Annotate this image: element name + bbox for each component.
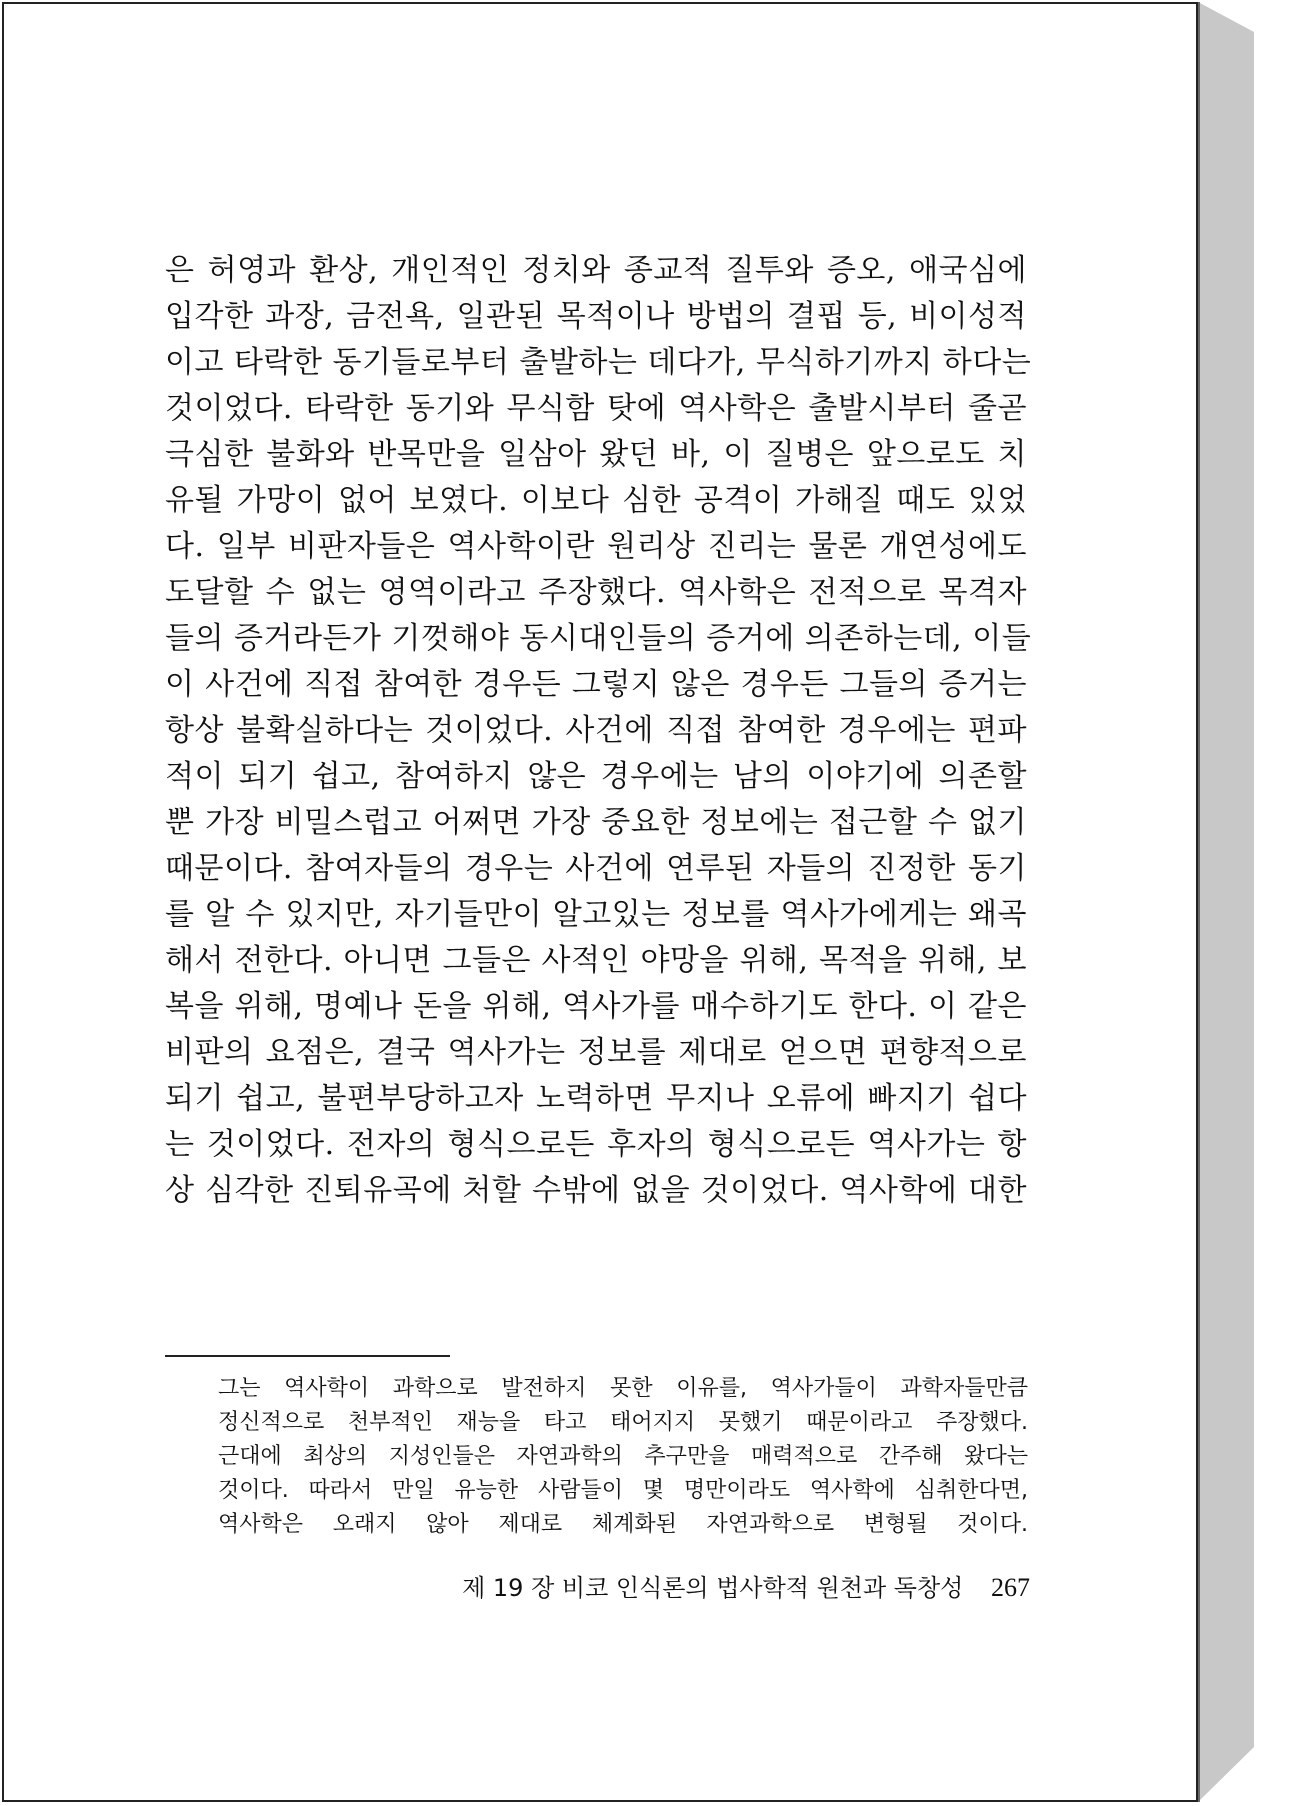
footnote-line: 정신적으로 천부적인 재능을 타고 태어지지 못했기 때문이라고 주장했다. — [218, 1410, 1028, 1435]
body-line: 다. 일부 비판자들은 역사학이란 원리상 진리는 물론 개연성에도 — [165, 529, 1027, 564]
body-line: 입각한 과장, 금전욕, 일관된 목적이나 방법의 결핍 등, 비이성적 — [165, 299, 1027, 334]
body-line: 항상 불확실하다는 것이었다. 사건에 직접 참여한 경우에는 편파 — [165, 713, 1027, 748]
footnote — [218, 1372, 1028, 1542]
footnote-line: 역사학은 오래지 않아 제대로 체계화된 자연과학으로 변형될 것이다. — [218, 1512, 1028, 1537]
body-line: 들의 증거라든가 기껏해야 동시대인들의 증거에 의존하는데, 이들 — [165, 621, 1032, 656]
footnote-line: 그는 역사학이 과학으로 발전하지 못한 이유를, 역사가들이 과학자들만큼 — [218, 1376, 1028, 1401]
running-footer — [430, 1568, 1030, 1608]
footnote-divider — [165, 1355, 450, 1357]
body-text — [165, 248, 1032, 1214]
page-number: 267 — [991, 1573, 1030, 1602]
page-edge-line — [1198, 2, 1200, 1802]
body-line: 해서 전한다. 아니면 그들은 사적인 야망을 위해, 목적을 위해, 보 — [165, 943, 1027, 978]
body-line: 는 것이었다. 전자의 형식으로든 후자의 형식으로든 역사가는 항 — [165, 1127, 1027, 1162]
body-line: 극심한 불화와 반목만을 일삼아 왔던 바, 이 질병은 앞으로도 치 — [165, 437, 1027, 472]
body-line: 유될 가망이 없어 보였다. 이보다 심한 공격이 가해질 때도 있었 — [165, 483, 1027, 518]
body-line: 은 허영과 환상, 개인적인 정치와 종교적 질투와 증오, 애국심에 — [165, 253, 1027, 288]
body-line: 때문이다. 참여자들의 경우는 사건에 연루된 자들의 진정한 동기 — [165, 851, 1027, 886]
body-line: 를 알 수 있지만, 자기들만이 알고있는 정보를 역사가에게는 왜곡 — [165, 897, 1027, 932]
body-line: 비판의 요점은, 결국 역사가는 정보를 제대로 얻으면 편향적으로 — [165, 1035, 1027, 1070]
body-line: 적이 되기 쉽고, 참여하지 않은 경우에는 남의 이야기에 의존할 — [165, 759, 1027, 794]
body-line: 이 사건에 직접 참여한 경우든 그렇지 않은 경우든 그들의 증거는 — [165, 667, 1027, 702]
footnote-line: 근대에 최상의 지성인들은 자연과학의 추구만을 매력적으로 간주해 왔다는 — [218, 1444, 1028, 1469]
body-line: 이고 타락한 동기들로부터 출발하는 데다가, 무식하기까지 하다는 — [165, 345, 1032, 380]
body-line: 것이었다. 타락한 동기와 무식함 탓에 역사학은 출발시부터 줄곧 — [165, 391, 1027, 426]
body-line: 상 심각한 진퇴유곡에 처할 수밖에 없을 것이었다. 역사학에 대한 — [165, 1173, 1027, 1208]
chapter-title: 제 19 장 비코 인식론의 법사학적 원천과 독창성 — [462, 1574, 964, 1602]
body-line: 도달할 수 없는 영역이라고 주장했다. 역사학은 전적으로 목격자 — [165, 575, 1027, 610]
body-line: 뿐 가장 비밀스럽고 어쩌면 가장 중요한 정보에는 접근할 수 없기 — [165, 805, 1027, 840]
body-line: 되기 쉽고, 불편부당하고자 노력하면 무지나 오류에 빠지기 쉽다 — [165, 1081, 1027, 1116]
body-line: 복을 위해, 명예나 돈을 위해, 역사가를 매수하기도 한다. 이 같은 — [165, 989, 1027, 1024]
footnote-line: 것이다. 따라서 만일 유능한 사람들이 몇 명만이라도 역사학에 심취한다면, — [218, 1478, 1028, 1503]
book-side-edge — [1198, 2, 1254, 1802]
